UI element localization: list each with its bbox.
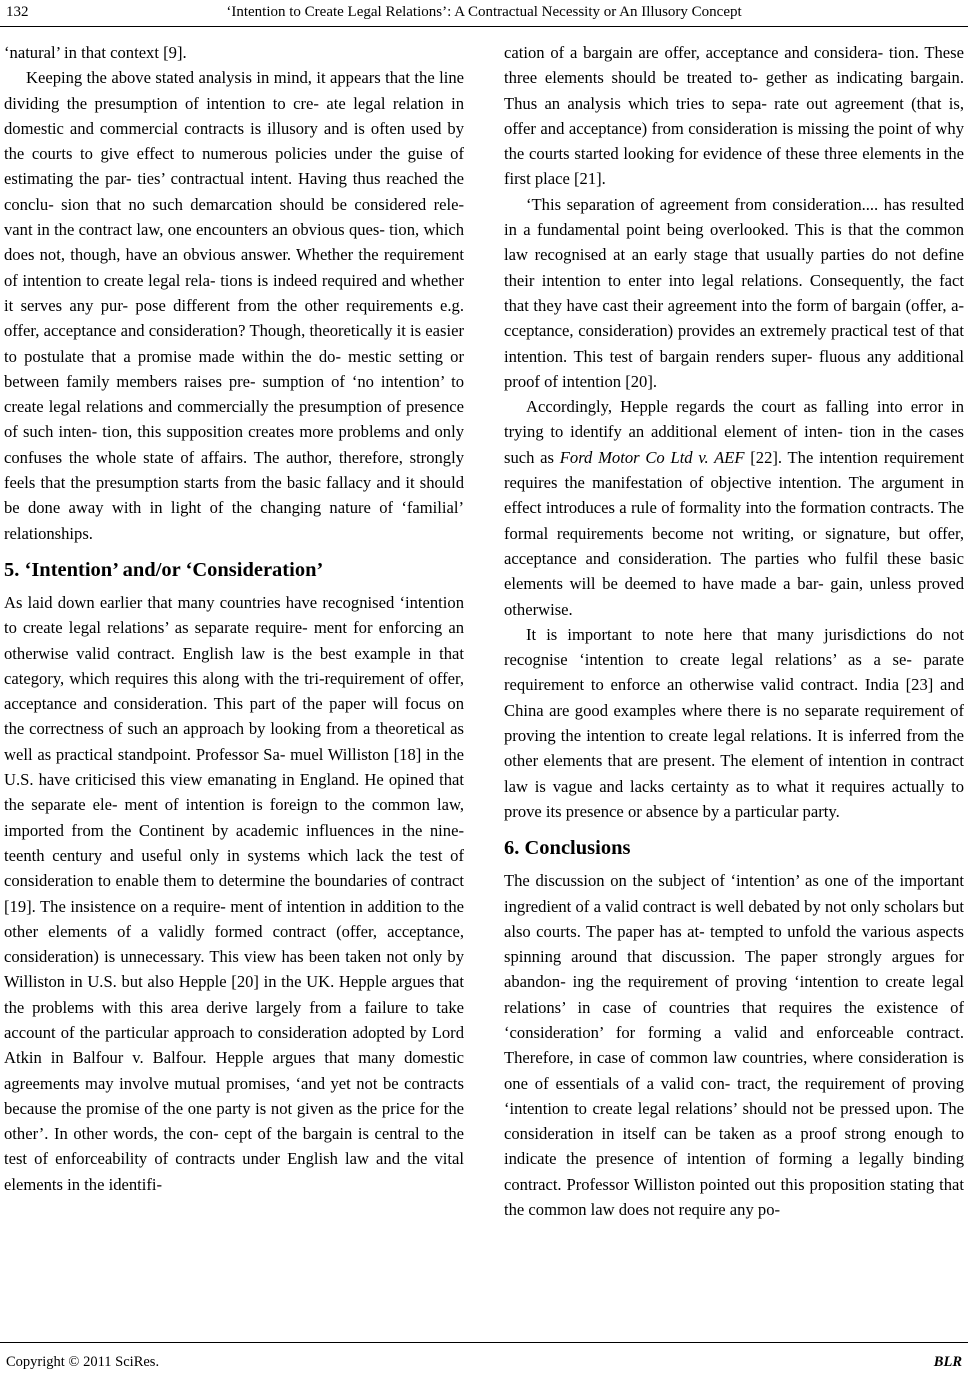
paragraph: ‘natural’ in that context [9]. [4, 43, 187, 62]
running-title: ‘Intention to Create Legal Relations’: A Contractual Necessity or An Illusory Concept [226, 4, 742, 20]
paragraph: Keeping the above stated analysis in mind, it appears that the line dividing the presumption of intention to cre- ate legal relation in domestic and commercial contracts is illusory and is often used by the courts to give effect to numerous policies under the guise of estimating the par- ties’ contractual intent. Having thus reached the conclu- sion that no such demarcation should be considered rele- vant in the contract law, one encounters an obvious ques- tion, which does not, though, have an obvious answer. Whether the requirement of intention to create legal rela- tions is indeed required and whether it serves any pur- pose different from the other requirements e.g. offer, acceptance and consideration? Though, theoretically it is easier to postulate that a promise made within the do- mestic setting or between family members raises pre- sumption of ‘no intention’ to create legal relations and commercially the presumption of presence of such inten- tion, this supposition creates more problems and only confuses the whole state of affairs. The author, therefore, strongly feels that the presumption starts from the basic fallacy and it should be done away with in light of the changing nature of ‘familial’ relationships. [4, 68, 464, 543]
right-column [504, 40, 964, 1332]
paragraph: As laid down earlier that many countries have recognised ‘intention to create legal relations’ as separate require- ment for enforcing an otherwise valid contract. English law is the best example in that category, which requires this along with the tri-requirement of offer, acceptance and consideration. This part of the paper will focus on the correctness of such an approach by looking from a theoretical as well as practical standpoint. Professor Sa- muel Williston [18] in the U.S. have criticised this view emanating in England. He opined that the separate ele- ment of intention is foreign to the common law, imported from the Continent by academic influences in the nine- teenth century and useful only in systems which lack the test of consideration to enable them to determine the boundaries of contract [19]. The insistence on a require- ment of intention in addition to the other elements of a validly formed contract (offer, acceptance, consideration) is unnecessary. This view has been taken not only by Williston in U.S. but also Hepple [20] in the UK. Hepple argues that the problems with this area derive largely from a failure to take account of the particular approach to consideration adopted by Lord Atkin in Balfour v. Balfour. Hepple argues that many domestic agreements may involve mutual promises, ‘and yet not be contracts because the promise of the one party is not given as the price for the other’. In other words, the con- cept of the bargain is central to the test of enforceability of contracts under English law and the vital elements in the identifi- [4, 592, 464, 1194]
page-number: 132 [6, 4, 29, 20]
paragraph [504, 394, 964, 622]
left-column [4, 40, 464, 1332]
section-heading-5: 5. ‘Intention’ and/or ‘Consideration’ [4, 558, 324, 581]
header-rule [0, 26, 968, 27]
paragraph-text: [22]. The intention requirement requires the manifestation of objective intention. The argument in effect introduces a rule of formality into the formation contracts. The formal requirements become not writing, or signature, but offer, acceptance and consideration. The parties who fulfil these basic elements will be deemed to have made a bar- gain, unless proved otherwise. [504, 447, 964, 619]
paragraph: It is important to note here that many jurisdictions do not recognise ‘intention to create legal relations’ as a se- parate requirement to enforce an otherwise valid contract. India [23] and China are good examples where there is no separate requirement of proving the intention to create legal relations. It is inferred from the other elements that are present. The element of intention in contract law is vague and lacks certainty as to what it requires actually to prove its presence or absence by a particular party. [504, 624, 964, 821]
paragraph: ‘This separation of agreement from consideration.... has resulted in a fundamental point being overlooked. This is that the common law recognised at an early stage that usually parties do not define their intention to enter into legal relations. Consequently, the fact that they have cast their agreement into the form of bargain (offer, a- cceptance, consideration) provides an extremely practical test of that intention. This test of bargain renders super- fluous any additional proof of intention [20]. [504, 194, 964, 391]
section-heading-6: 6. Conclusions [504, 837, 631, 860]
journal-abbrev: BLR [933, 1354, 962, 1370]
case-citation: Ford Motor Co Ltd v. AEF [559, 447, 745, 467]
paragraph: cation of a bargain are offer, acceptance and considera- tion. These three elements should be treated to- gether as indicating bargain. Thus an analysis which tries to sepa- rate out agreement (that is, offer and acceptance) from consideration is missing the point of why the courts started looking for evidence of these three elements in the first place [21]. [504, 43, 964, 189]
footer-rule [0, 1342, 968, 1343]
page-header [0, 0, 968, 28]
paragraph-text: Accordingly, Hepple regards the court as falling into error in trying to identify an additional element of inten- tion in the cases such as [504, 397, 964, 467]
paragraph: The discussion on the subject of ‘intention’ as one of the important ingredient of a valid contract is well debated by not only scholars but also courts. The paper has at- tempted to unfold the various aspects spinning around that discussion. The paper strongly argues for abandon- ing the requirement of proving ‘intention to create legal relations’ in case of countries that requires the existence of ‘consideration’ for forming a valid and enforceable contract. Therefore, in case of common law countries, where consideration is one of essentials of a valid con- tract, the requirement of proving ‘intention to create legal relations’ should not be pressed upon. The consideration in itself can be taken as a proof strong enough to indicate the presence of intention of forming a legally binding contract. Professor Williston pointed out this proposition stating that the common law does not require any po- [504, 871, 964, 1220]
copyright-notice: Copyright © 2011 SciRes. [6, 1354, 160, 1370]
